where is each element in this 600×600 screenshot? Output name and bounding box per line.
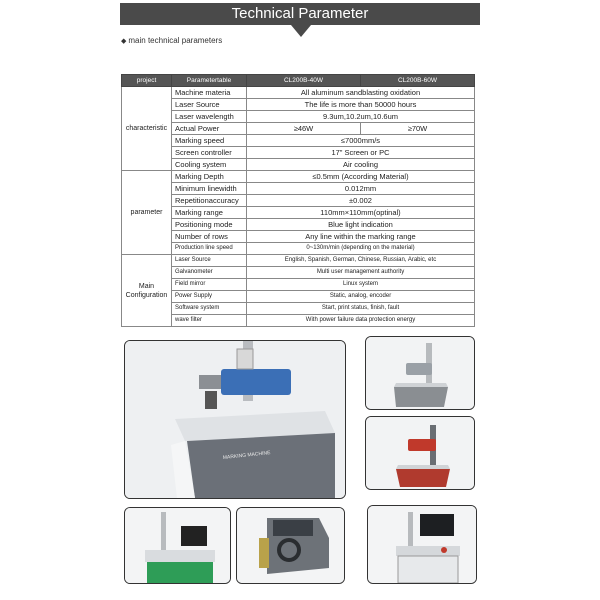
section-subheading (121, 36, 222, 45)
table-row (122, 123, 475, 135)
row-value: The life is more than 50000 hours (247, 99, 475, 111)
row-value: English, Spanish, German, Chinese, Russian, Arabic, etc (247, 255, 475, 267)
row-value: Static, analog, encoder (247, 291, 475, 303)
table-row (122, 303, 475, 315)
table-row (122, 99, 475, 111)
row-label: Positioning mode (172, 219, 247, 231)
row-value: ≤0.5mm (According Material) (247, 171, 475, 183)
column-header: Parametertable (172, 75, 247, 87)
column-header: CL200B-40W (247, 75, 361, 87)
row-value: With power failure data protection energy (247, 315, 475, 327)
machine-label: MARKING MACHINE (222, 450, 271, 461)
row-label: Laser Source (172, 255, 247, 267)
row-value: Linux system (247, 279, 475, 291)
table-row (122, 207, 475, 219)
photo-cabinet-marker-monitor (367, 505, 477, 584)
laser-marker-illustration (366, 337, 474, 409)
table-row (122, 111, 475, 123)
row-value-60w: ≥70W (361, 123, 475, 135)
group-label-parameter: parameter (122, 171, 172, 255)
row-label: Minimum linewidth (172, 183, 247, 195)
column-header: project (122, 75, 172, 87)
group-label-main-configuration: Main Configuration (122, 255, 172, 327)
row-label: Laser wavelength (172, 111, 247, 123)
page-title: Technical Parameter (231, 5, 369, 22)
row-label: Marking speed (172, 135, 247, 147)
table-header-row (122, 75, 475, 87)
table-row (122, 243, 475, 255)
row-label: Machine materia (172, 87, 247, 99)
row-label: Number of rows (172, 231, 247, 243)
row-label: wave filter (172, 315, 247, 327)
row-value: ≤7000mm/s (247, 135, 475, 147)
row-label: Laser Source (172, 99, 247, 111)
row-value: All aluminum sandblasting oxidation (247, 87, 475, 99)
table-row (122, 279, 475, 291)
diamond-bullet-icon: ◆ (121, 38, 127, 45)
table-row (122, 255, 475, 267)
photo-laser-marker-main (124, 340, 346, 499)
table-row (122, 219, 475, 231)
row-value: Any line within the marking range (247, 231, 475, 243)
row-label: Field mirror (172, 279, 247, 291)
photo-laser-marker-silver (365, 336, 475, 410)
group-label-characteristic: characteristic (122, 87, 172, 171)
row-value: 0~130m/min (depending on the material) (247, 243, 475, 255)
table-row (122, 267, 475, 279)
banner-pointer (291, 25, 311, 37)
row-label: Actual Power (172, 123, 247, 135)
row-label: Production line speed (172, 243, 247, 255)
laser-marker-illustration (125, 341, 345, 498)
row-label: Power Supply (172, 291, 247, 303)
page-title-banner (120, 3, 480, 25)
row-value: 17" Screen or PC (247, 147, 475, 159)
subheading-text: main technical parameters (128, 36, 223, 45)
row-label: Screen controller (172, 147, 247, 159)
row-value: Blue light indication (247, 219, 475, 231)
photo-laser-marker-red (365, 416, 475, 490)
row-value: Air cooling (247, 159, 475, 171)
row-value: Multi user management authority (247, 267, 475, 279)
row-label: Software system (172, 303, 247, 315)
table-row (122, 315, 475, 327)
row-label: Repetitionaccuracy (172, 195, 247, 207)
laser-marker-illustration (125, 508, 230, 583)
table-row (122, 87, 475, 99)
photo-desktop-marker-screen (124, 507, 231, 584)
table-row (122, 135, 475, 147)
laser-marker-illustration (237, 508, 344, 583)
row-value: 0.012mm (247, 183, 475, 195)
table-row (122, 147, 475, 159)
row-value: ±0.002 (247, 195, 475, 207)
row-label: Cooling system (172, 159, 247, 171)
table-row (122, 159, 475, 171)
row-label: Marking range (172, 207, 247, 219)
row-label: Marking Depth (172, 171, 247, 183)
row-value: 9.3um,10.2um,10.6um (247, 111, 475, 123)
row-label: Galvanometer (172, 267, 247, 279)
table-row (122, 231, 475, 243)
table-row (122, 183, 475, 195)
spec-table (121, 74, 475, 327)
photo-portable-marker (236, 507, 345, 584)
row-value-40w: ≥46W (247, 123, 361, 135)
laser-marker-illustration (366, 417, 474, 489)
table-row (122, 195, 475, 207)
row-value: 110mm×110mm(optinal) (247, 207, 475, 219)
table-row (122, 171, 475, 183)
table-row (122, 291, 475, 303)
laser-marker-illustration (368, 506, 476, 583)
column-header: CL200B-60W (361, 75, 475, 87)
row-value: Start, print status, finish, fault (247, 303, 475, 315)
